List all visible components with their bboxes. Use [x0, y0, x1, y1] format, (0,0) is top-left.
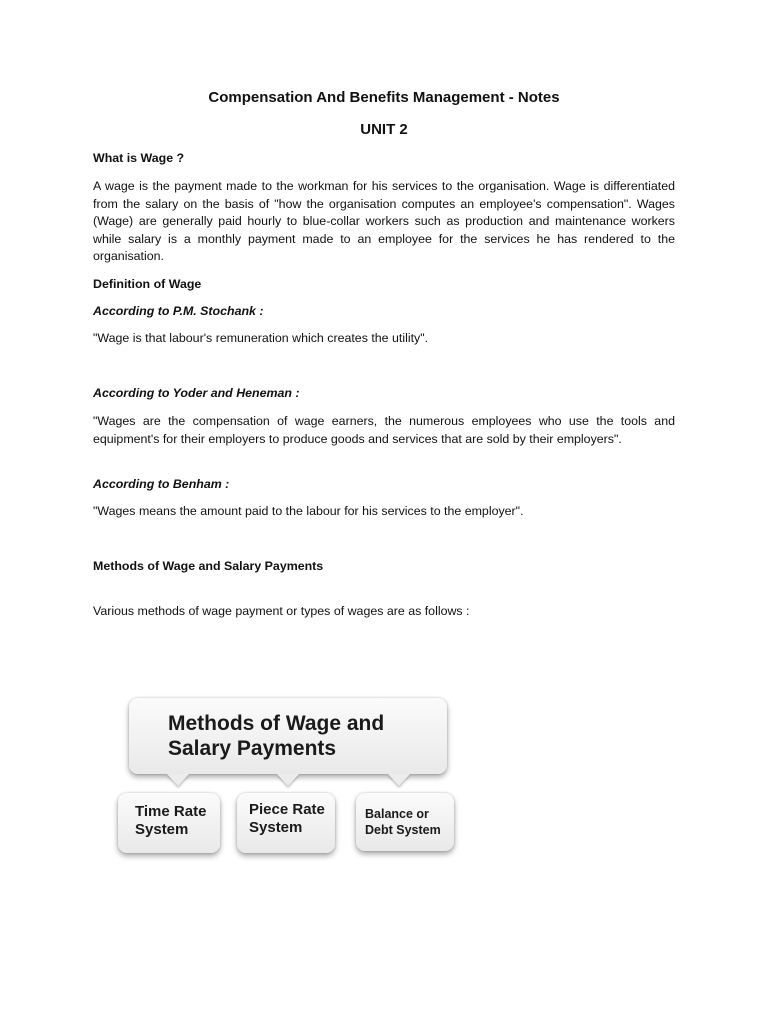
diagram-box-line: System — [135, 821, 189, 838]
diagram-box-line: Debt System — [365, 823, 441, 837]
definition-heading: Definition of Wage — [93, 277, 202, 291]
diagram-box-line: Balance or — [365, 807, 429, 821]
definition-quote-yoder-heneman: "Wages are the compensation of wage earners, the numerous employees who use the tools and equipment's for their employers to produce goods and services that are sold by their employers". — [93, 414, 675, 446]
diagram-main-label — [168, 711, 384, 761]
definition-quote-benham: "Wages means the amount paid to the labour for his services to the employer". — [93, 504, 524, 518]
diagram-box-line: Piece Rate — [249, 801, 325, 818]
definition-source-benham: According to Benham : — [93, 477, 230, 491]
diagram-arrow-2 — [277, 774, 299, 786]
definition-source-yoder-heneman: According to Yoder and Heneman : — [93, 386, 300, 400]
methods-diagram — [112, 690, 462, 865]
methods-heading: Methods of Wage and Salary Payments — [93, 559, 324, 573]
diagram-arrow-1 — [167, 774, 189, 786]
diagram-box-time-rate — [118, 793, 220, 853]
diagram-box-balance-debt — [356, 793, 454, 851]
diagram-box-label — [365, 806, 441, 838]
diagram-box-label — [249, 801, 325, 837]
diagram-main-box — [129, 698, 447, 774]
diagram-main-line-1: Methods of Wage and — [168, 712, 385, 735]
diagram-box-piece-rate — [237, 793, 335, 853]
diagram-box-label — [135, 803, 206, 839]
diagram-box-line: System — [249, 819, 303, 836]
diagram-box-line: Time Rate — [135, 803, 207, 820]
diagram-main-line-2: Salary Payments — [168, 737, 337, 760]
diagram-arrow-3 — [388, 774, 410, 786]
unit-heading: UNIT 2 — [360, 121, 408, 138]
document-title: Compensation And Benefits Management - Notes — [208, 89, 560, 106]
definition-quote-stochank: "Wage is that labour's remuneration which creates the utility". — [93, 331, 429, 345]
methods-intro: Various methods of wage payment or types of wages are as follows : — [93, 604, 470, 618]
what-is-wage-heading: What is Wage ? — [93, 151, 185, 165]
definition-source-stochank: According to P.M. Stochank : — [93, 304, 264, 318]
what-is-wage-paragraph: A wage is the payment made to the workman for his services to the organisation. Wage is differentiated from the salary on the basis of "how the organisation computes an employee's compensation". Wages (Wage) are generally paid hourly to blue-collar workers such as production and maintenance workers while salary is a monthly payment made to an employee for the services he has rendered to the organisation. — [93, 179, 675, 264]
